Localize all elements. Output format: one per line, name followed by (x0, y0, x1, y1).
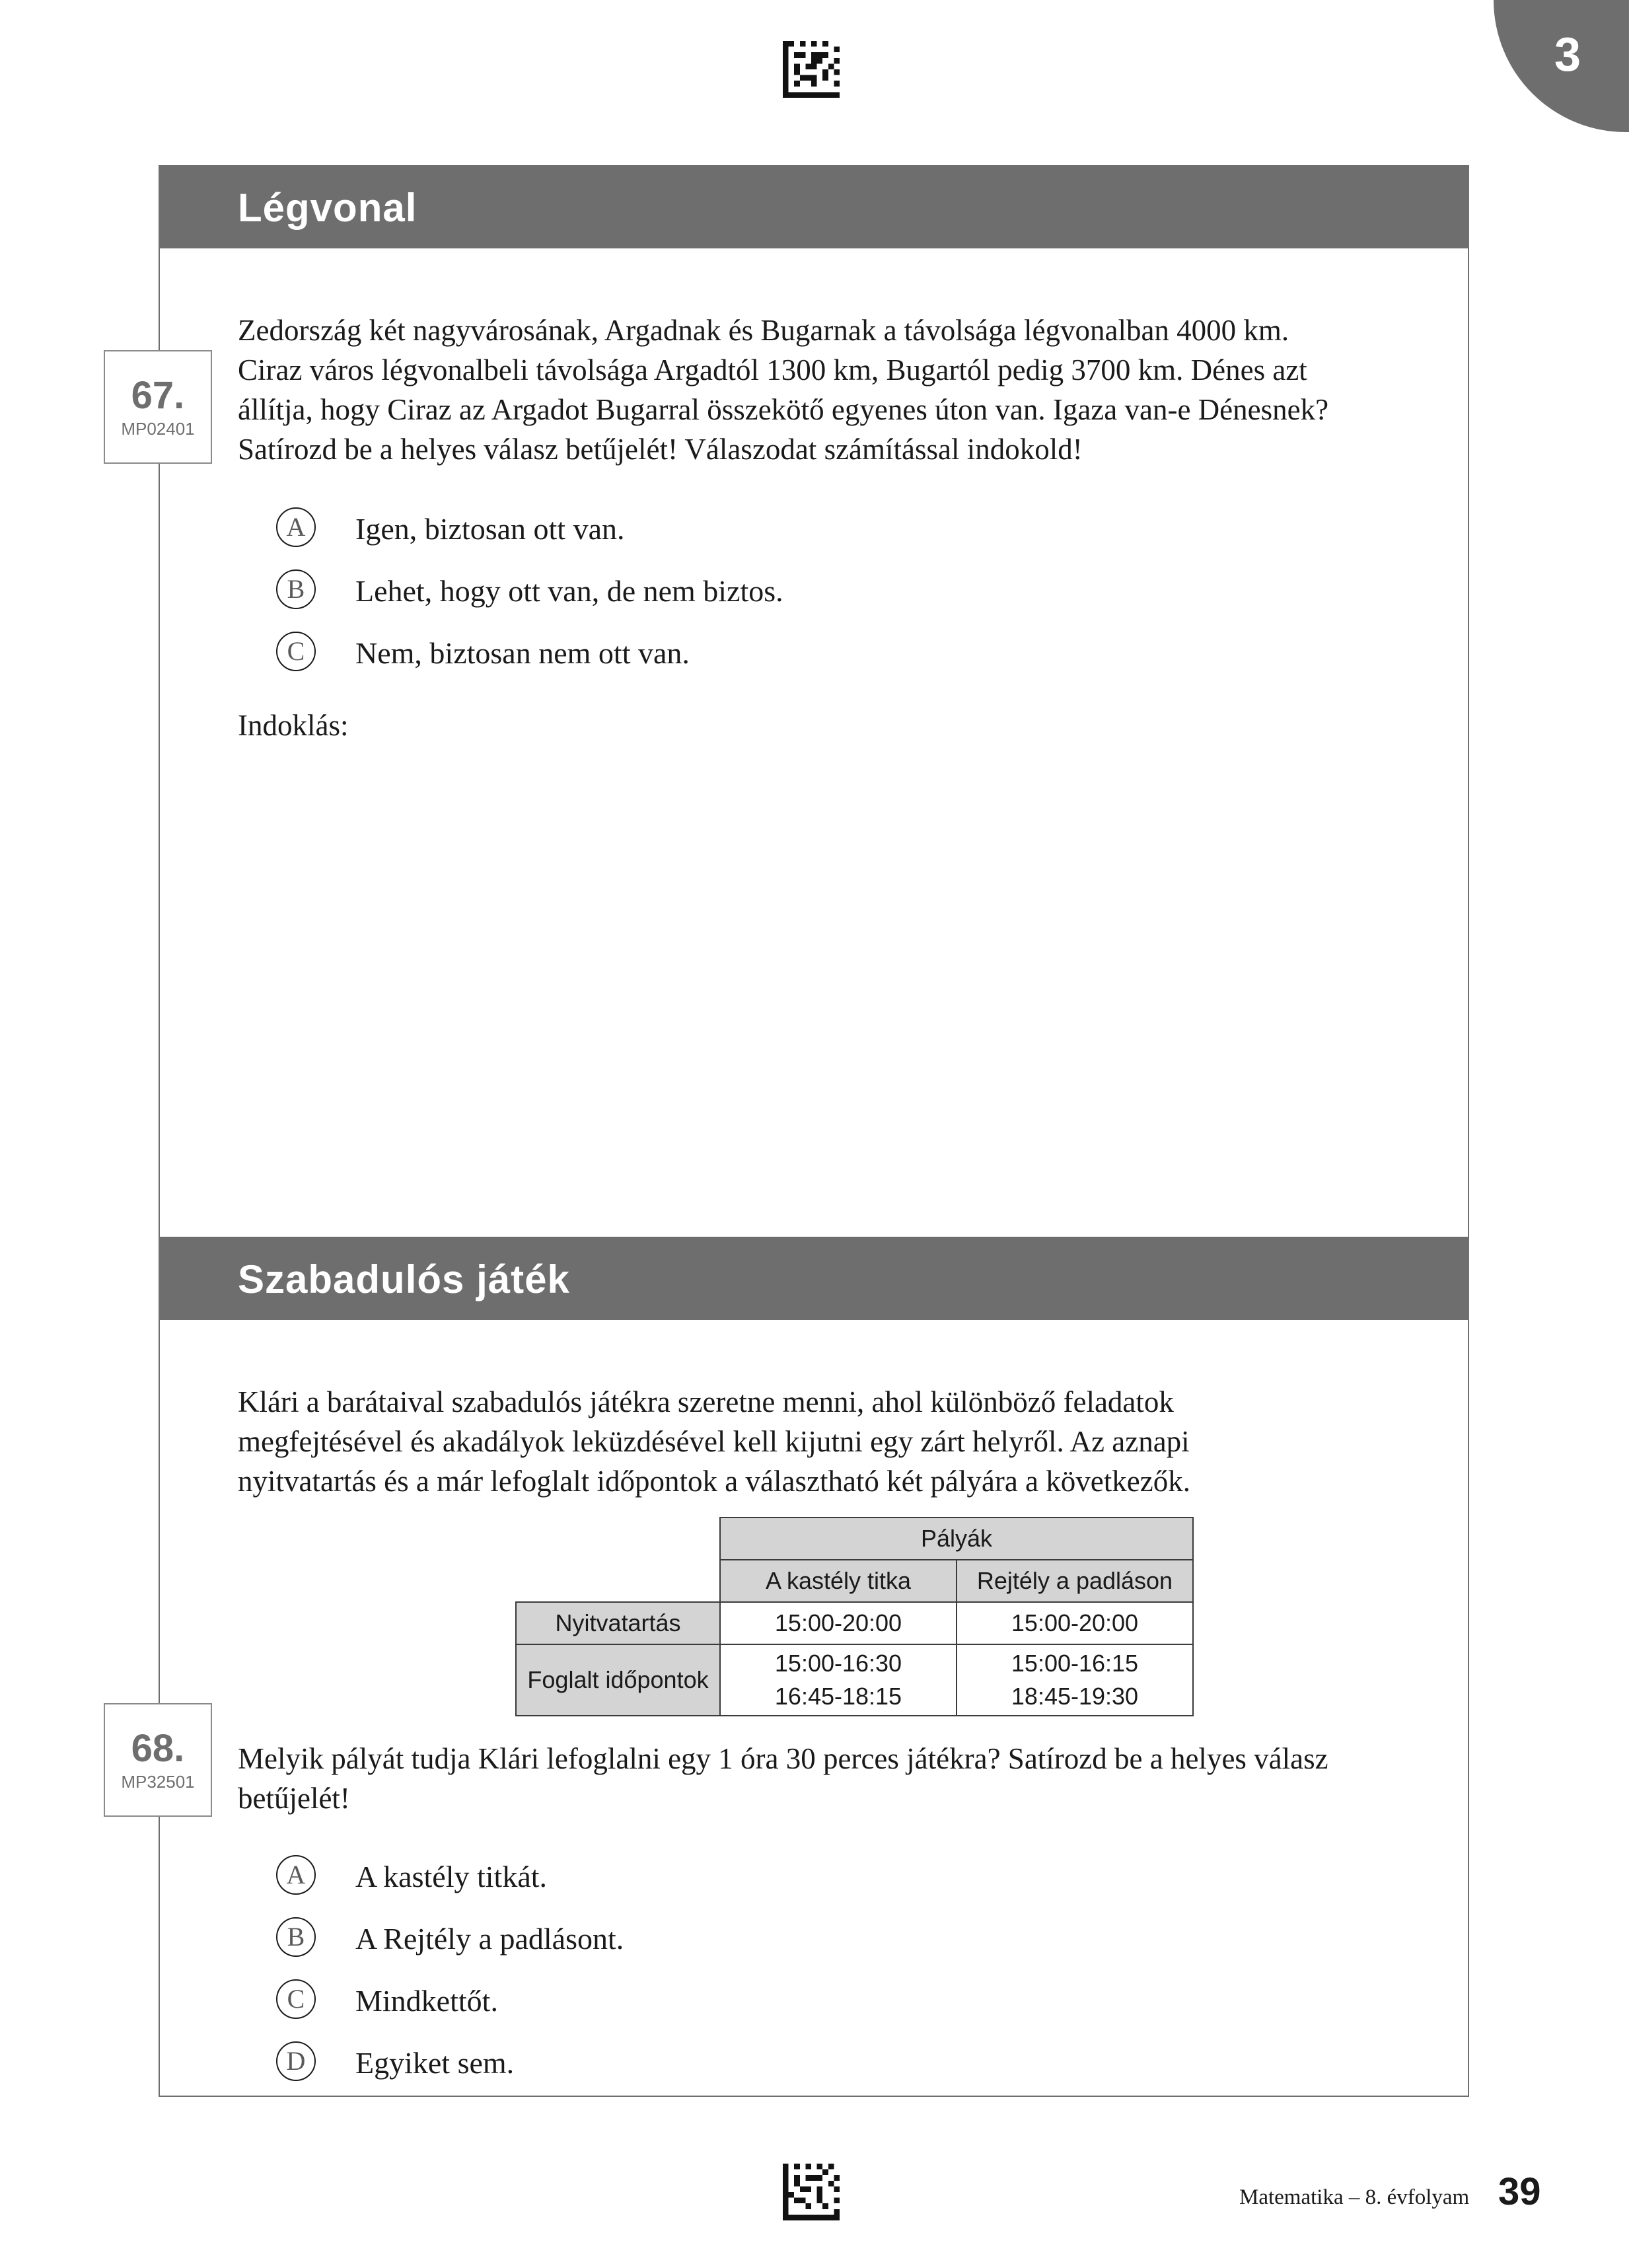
text-line: állítja, hogy Ciraz az Argadot Bugarral összekötő egyenes úton van. Igaza van-e Dénesnek? (238, 393, 1329, 426)
text-line: megfejtésével és akadályok leküzdésével kell kijutni egy zárt helyről. Az aznapi (238, 1425, 1190, 1458)
option-letter-circle[interactable]: A (276, 1855, 316, 1895)
question-code: MP32501 (121, 1772, 195, 1792)
question-67-text (238, 311, 1447, 469)
text-line: Klári a barátaival szabadulós játékra szeretne menni, ahol különböző feladatok (238, 1385, 1174, 1418)
option-letter-circle[interactable]: B (276, 569, 316, 609)
option-text: Nem, biztosan nem ott van. (355, 636, 690, 670)
section-header-legvonal (159, 165, 1469, 248)
page-number: 39 (1498, 2170, 1541, 2213)
chapter-number: 3 (1554, 28, 1581, 81)
text-line: nyitvatartás és a már lefoglalt időpontok a választható két pályára a következők. (238, 1465, 1190, 1498)
datamatrix-code-bottom (783, 2164, 840, 2220)
question-number: 68. (131, 1727, 185, 1770)
option-text: Mindkettőt. (355, 1984, 498, 2018)
option-text: A kastély titkát. (355, 1860, 548, 1893)
question-number-box-67 (104, 350, 212, 464)
option-text: Egyiket sem. (355, 2046, 515, 2080)
table-cell (957, 1644, 1193, 1716)
table-row-header: Foglalt időpontok (516, 1644, 720, 1716)
question-68-intro (238, 1382, 1447, 1501)
table-column-header: Rejtély a padláson (957, 1560, 1193, 1602)
chapter-tab (1494, 0, 1629, 132)
table-cell: 15:00-20:00 (957, 1602, 1193, 1644)
text-line: Satírozd be a helyes válasz betűjelét! Válaszodat számítással indokold! (238, 433, 1083, 466)
justification-label: Indoklás: (238, 709, 349, 742)
question-code: MP02401 (121, 419, 195, 439)
option-text: Igen, biztosan ott van. (355, 512, 625, 546)
section-header-szabadulos-jatek (159, 1237, 1469, 1320)
table-column-header: A kastély titka (720, 1560, 957, 1602)
table-group-header: Pályák (720, 1518, 1193, 1560)
section-title: Légvonal (238, 186, 417, 230)
question-number: 67. (131, 374, 185, 417)
table-row-header: Nyitvatartás (516, 1602, 720, 1644)
text-line: Zedország két nagyvárosának, Argadnak és Bugarnak a távolsága légvonalban 4000 km. (238, 314, 1289, 347)
table-corner (516, 1560, 720, 1602)
option-letter-circle[interactable]: A (276, 507, 316, 547)
section-title: Szabadulós játék (238, 1257, 570, 1301)
option-letter-circle[interactable]: C (276, 1979, 316, 2019)
footer-subject: Matematika – 8. évfolyam (1239, 2185, 1470, 2209)
text-line: Melyik pályát tudja Klári lefoglalni egy 1 óra 30 perces játékra? Satírozd be a helyes válasz (238, 1742, 1328, 1775)
text-line: betűjelét! (238, 1782, 350, 1815)
option-text: Lehet, hogy ott van, de nem biztos. (355, 574, 783, 608)
option-letter-circle[interactable]: D (276, 2041, 316, 2081)
time-slot: 15:00-16:15 (1011, 1650, 1139, 1677)
question-number-box-68 (104, 1703, 212, 1817)
option-letter-circle[interactable]: C (276, 632, 316, 671)
answer-area[interactable] (238, 753, 1447, 1216)
option-letter-circle[interactable]: B (276, 1917, 316, 1957)
table-corner (516, 1518, 720, 1560)
option-text: A Rejtély a padlásont. (355, 1922, 624, 1956)
datamatrix-code-top (783, 41, 840, 98)
schedule-table (515, 1517, 1194, 1716)
table-cell (720, 1644, 957, 1716)
table-cell: 15:00-20:00 (720, 1602, 957, 1644)
text-line: Ciraz város légvonalbeli távolsága Argadtól 1300 km, Bugartól pedig 3700 km. Dénes azt (238, 353, 1307, 386)
time-slot: 15:00-16:30 (774, 1650, 902, 1677)
question-68-text (238, 1739, 1447, 1818)
time-slot: 16:45-18:15 (774, 1683, 902, 1710)
time-slot: 18:45-19:30 (1011, 1683, 1139, 1710)
